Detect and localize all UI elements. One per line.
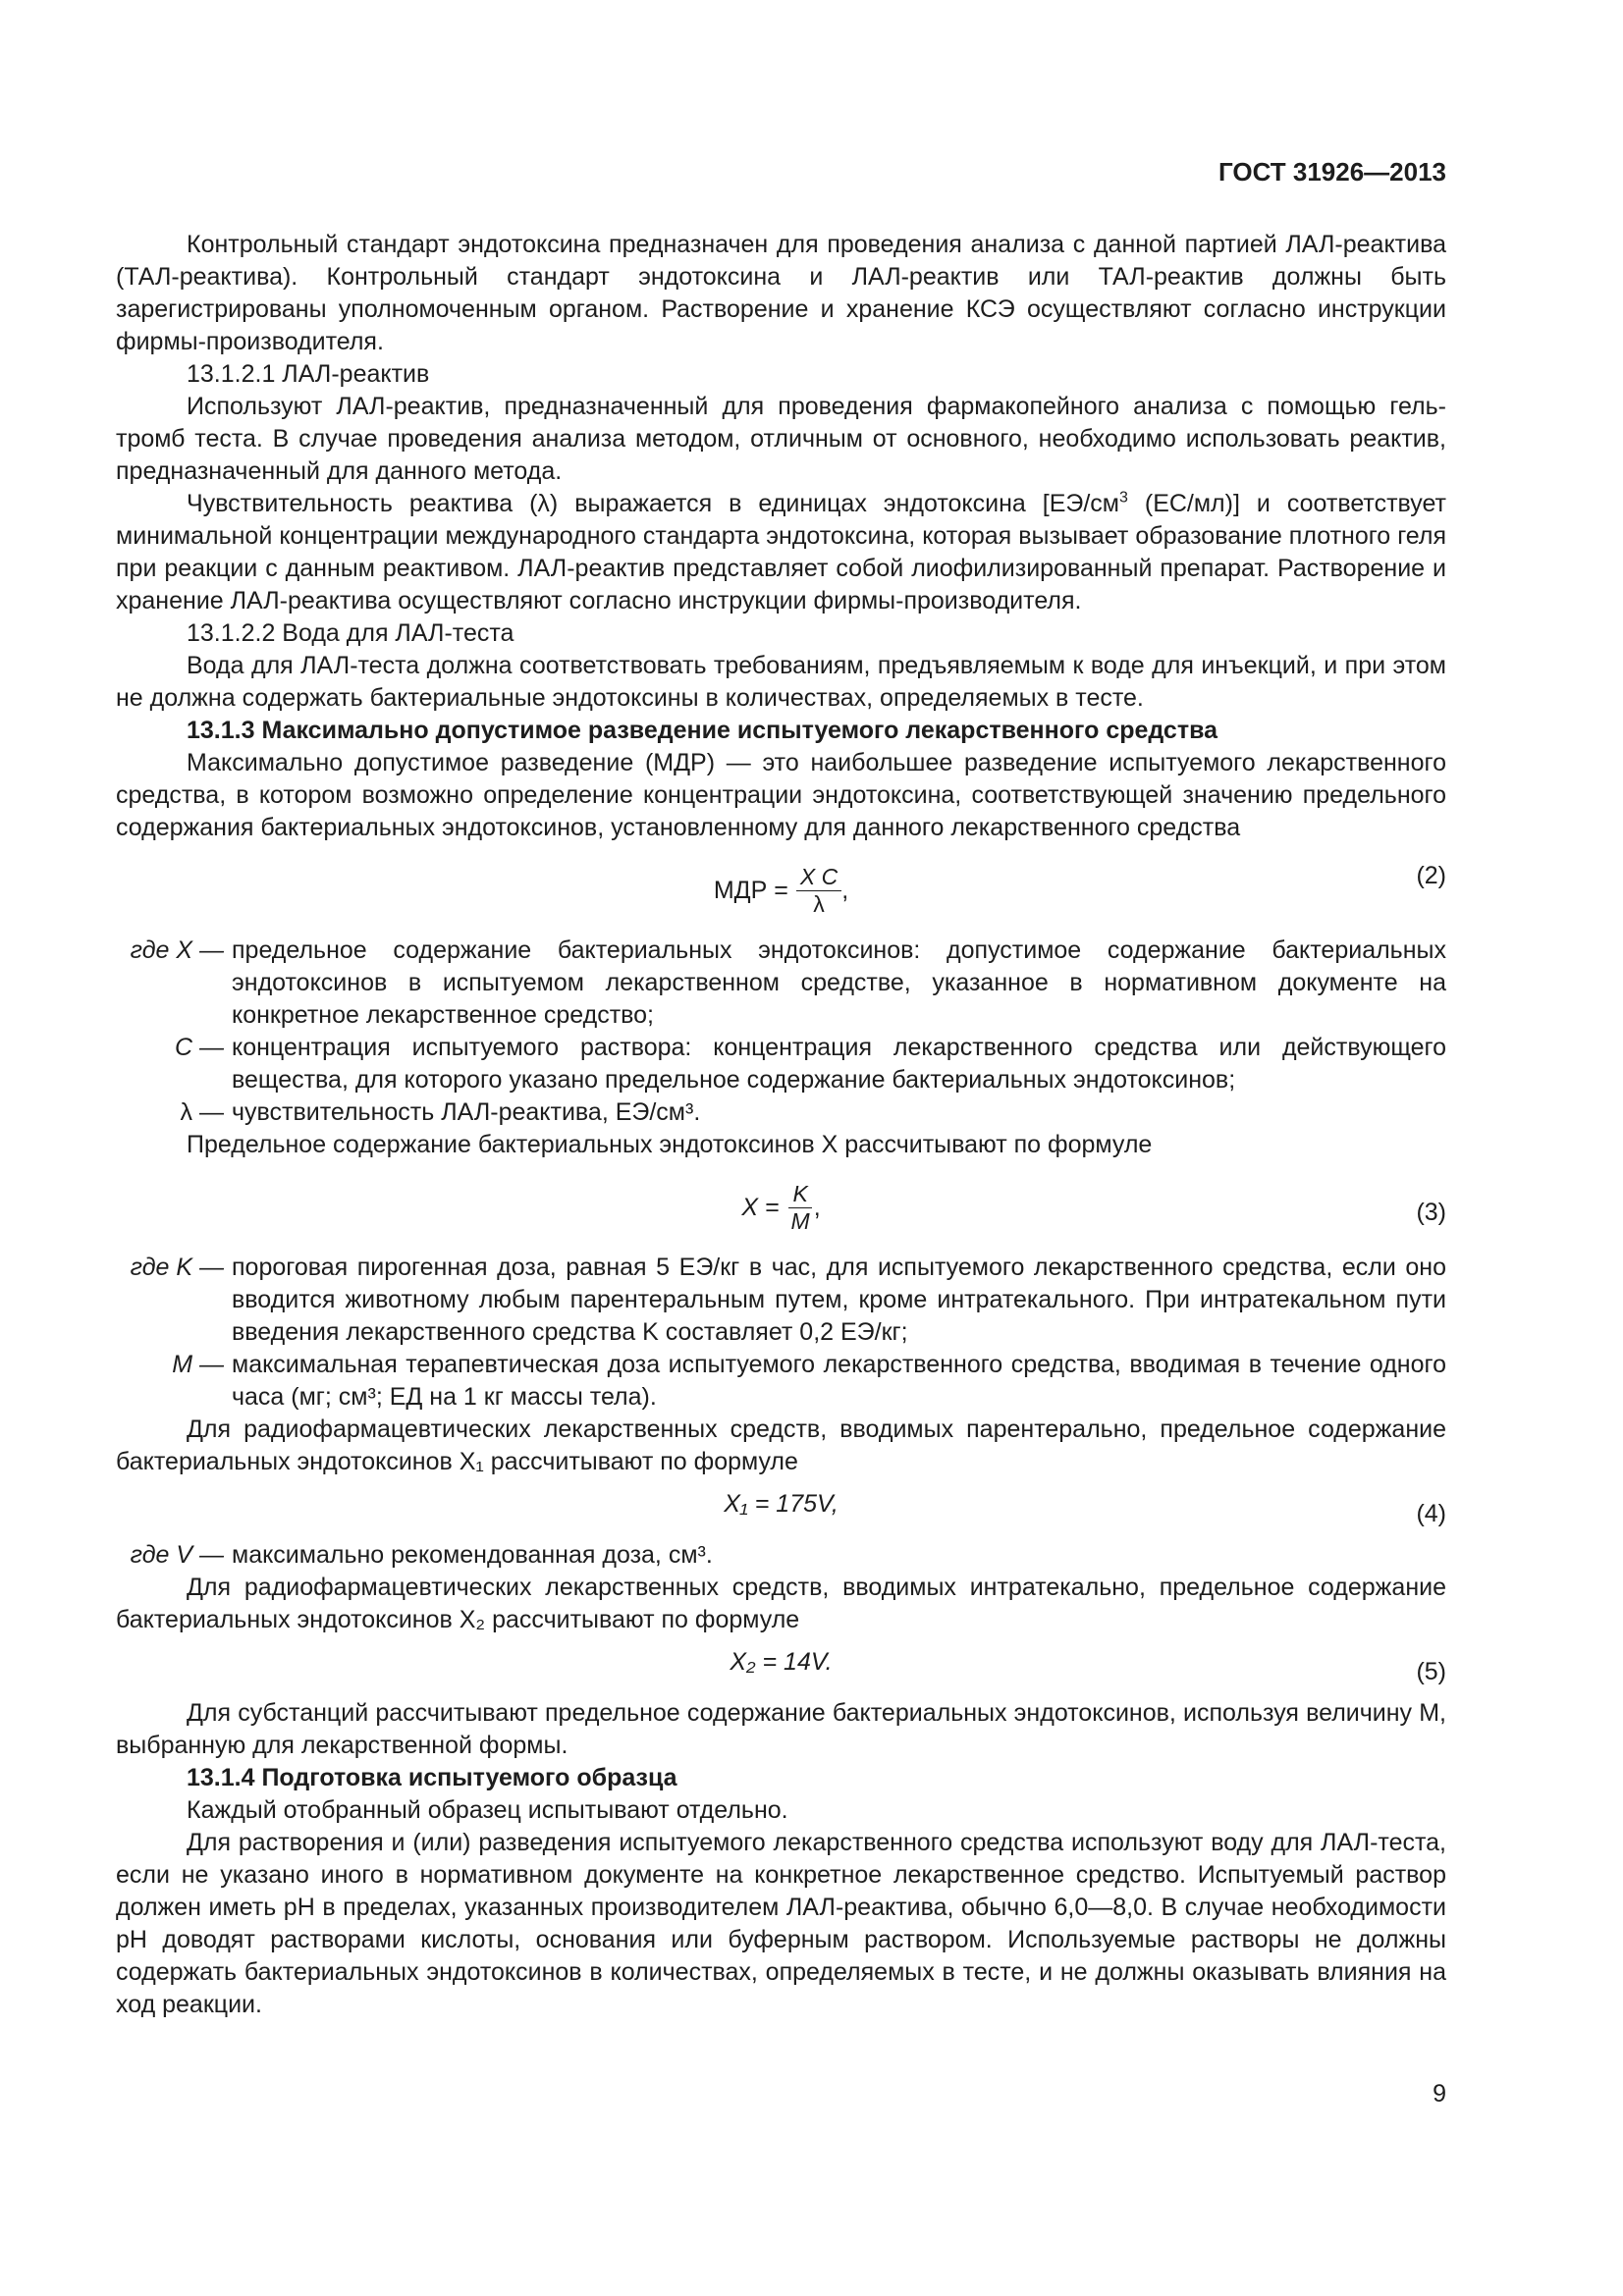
fraction-numerator: X C: [796, 864, 841, 891]
paragraph: Максимально допустимое разведение (МДР) — это наибольшее разведение испытуемого лекарственного средства, в котором возможно определение концентрации эндотоксина, соответствующей значению предельного содержания бактериальных эндотоксинов, установленному для данного лекарственного средства: [116, 749, 1446, 841]
definition-text: пороговая пирогенная доза, равная 5 ЕЭ/кг в час, для испытуемого лекарственного средства, если оно вводится животному любым парентеральным путем, кроме интратекального. При интратекальном пути введения лекарственного средства K составляет 0,2 ЕЭ/кг;: [232, 1254, 1446, 1346]
definition: [116, 1032, 1446, 1096]
paragraph: Каждый отобранный образец испытывают отдельно.: [187, 1796, 788, 1824]
formula-number: (4): [1416, 1500, 1446, 1527]
subsection-heading: 13.1.2.2 Вода для ЛАЛ-теста: [187, 619, 514, 647]
fraction-denominator: M: [790, 1208, 810, 1234]
paragraph: Предельное содержание бактериальных эндотоксинов X рассчитывают по формуле: [187, 1131, 1153, 1158]
formula-tail: ,: [841, 877, 849, 904]
definition-term: λ —: [180, 1098, 224, 1126]
formula-text: X₁ = 175V,: [724, 1490, 839, 1518]
formula-lhs: X =: [741, 1194, 780, 1221]
fraction: [787, 1181, 814, 1235]
definition: [116, 1252, 1446, 1349]
paragraph: Для субстанций рассчитывают предельное содержание бактериальных эндотоксинов, используя величину М, выбранную для лекарственной формы.: [116, 1699, 1446, 1759]
page-number: 9: [1433, 2080, 1446, 2108]
paragraph: Контрольный стандарт эндотоксина предназначен для проведения анализа с данной партией ЛАЛ-реактива (ТАЛ-реактива). Контрольный стандарт эндотоксина и ЛАЛ-реактив или ТАЛ-реактив должны быть зарегистрированы уполномоченным органом. Растворение и хранение КСЭ осуществляют согласно инструкции фирмы-производителя.: [116, 231, 1446, 355]
definition: [116, 1539, 1446, 1572]
paragraph: Используют ЛАЛ-реактив, предназначенный для проведения фармакопейного анализа с помощью гель-тромб теста. В случае проведения анализа методом, отличным от основного, необходимо использовать реактив, предназначенный для данного метода.: [116, 393, 1446, 485]
definition-term: где K —: [130, 1254, 224, 1281]
formula-text: X₂ = 14V.: [730, 1648, 833, 1676]
formula-number: (5): [1416, 1658, 1446, 1685]
definition-term: где V —: [130, 1541, 224, 1569]
formula-2: [116, 844, 1446, 934]
superscript: 3: [1118, 489, 1128, 507]
definition-text: максимально рекомендованная доза, см³.: [232, 1541, 713, 1569]
formula-5: [116, 1636, 1446, 1697]
definition-text: концентрация испытуемого раствора: концентрация лекарственного средства или действующего вещества, для которого указано предельное содержание бактериальных эндотоксинов;: [232, 1034, 1446, 1094]
subsection-heading: 13.1.2.1 ЛАЛ-реактив: [187, 360, 430, 388]
document-body: [116, 229, 1446, 2021]
formula-4: [116, 1478, 1446, 1539]
formula-lhs: МДР =: [713, 877, 788, 904]
formula-number: (3): [1416, 1199, 1446, 1226]
definition: [116, 1096, 1446, 1129]
formula-tail: ,: [813, 1194, 821, 1221]
definition: [116, 1349, 1446, 1414]
section-heading: 13.1.4 Подготовка испытуемого образца: [187, 1764, 677, 1791]
definition-text: максимальная терапевтическая доза испытуемого лекарственного средства, вводимая в течение одного часа (мг; см³; ЕД на 1 кг массы тела).: [232, 1351, 1446, 1411]
definition-term: С —: [175, 1034, 224, 1061]
formula-3: [116, 1161, 1446, 1252]
text-run: Чувствительность реактива (λ) выражается в единицах эндотоксина [ЕЭ/см: [187, 490, 1119, 517]
fraction-numerator: K: [788, 1181, 811, 1208]
text-run: (ЕС/мл)] и соответствует минимальной концентрации международного стандарта эндотоксина, которая вызывает образование плотного геля при реакции с данным реактивом. ЛАЛ-реактив представляет собой лиофилизированный препарат. Растворение и хранение ЛАЛ-реактива осуществляют согласно инструкции фирмы-производителя.: [116, 490, 1446, 614]
fraction: [796, 864, 841, 918]
paragraph: Для радиофармацевтических лекарственных средств, вводимых парентерально, предельное содержание бактериальных эндотоксинов X₁ рассчитывают по формуле: [116, 1415, 1446, 1475]
section-heading: 13.1.3 Максимально допустимое разведение испытуемого лекарственного средства: [187, 717, 1218, 744]
definition-term: где X —: [130, 936, 224, 964]
definition-term: M —: [172, 1351, 224, 1378]
paragraph: [116, 488, 1446, 617]
document-page: [116, 0, 1446, 2296]
definition-text: предельное содержание бактериальных эндотоксинов: допустимое содержание бактериальных эндотоксинов в испытуемом лекарственном средстве, указанное в нормативном документе на конкретное лекарственное средство;: [232, 936, 1446, 1029]
paragraph: Для радиофармацевтических лекарственных средств, вводимых интратекально, предельное содержание бактериальных эндотоксинов X₂ рассчитывают по формуле: [116, 1574, 1446, 1633]
paragraph: Для растворения и (или) разведения испытуемого лекарственного средства используют воду для ЛАЛ-теста, если не указано иного в нормативном документе на конкретное лекарственное средство. Испытуемый раствор должен иметь pH в пределах, указанных производителем ЛАЛ-реактива, обычно 6,0—8,0. В случае необходимости pH доводят растворами кислоты, основания или буферным раствором. Используемые растворы не должны содержать бактериальных эндотоксинов в количествах, определяемых в тесте, и не должны оказывать влияния на ход реакции.: [116, 1829, 1446, 2018]
definition: [116, 934, 1446, 1032]
document-header: ГОСТ 31926—2013: [1218, 157, 1446, 187]
formula-number: (2): [1416, 862, 1446, 889]
fraction-denominator: λ: [813, 891, 825, 917]
definition-text: чувствительность ЛАЛ-реактива, ЕЭ/см³.: [232, 1098, 701, 1126]
paragraph: Вода для ЛАЛ-теста должна соответствовать требованиям, предъявляемым к воде для инъекций, и при этом не должна содержать бактериальные эндотоксины в количествах, определяемых в тесте.: [116, 652, 1446, 712]
